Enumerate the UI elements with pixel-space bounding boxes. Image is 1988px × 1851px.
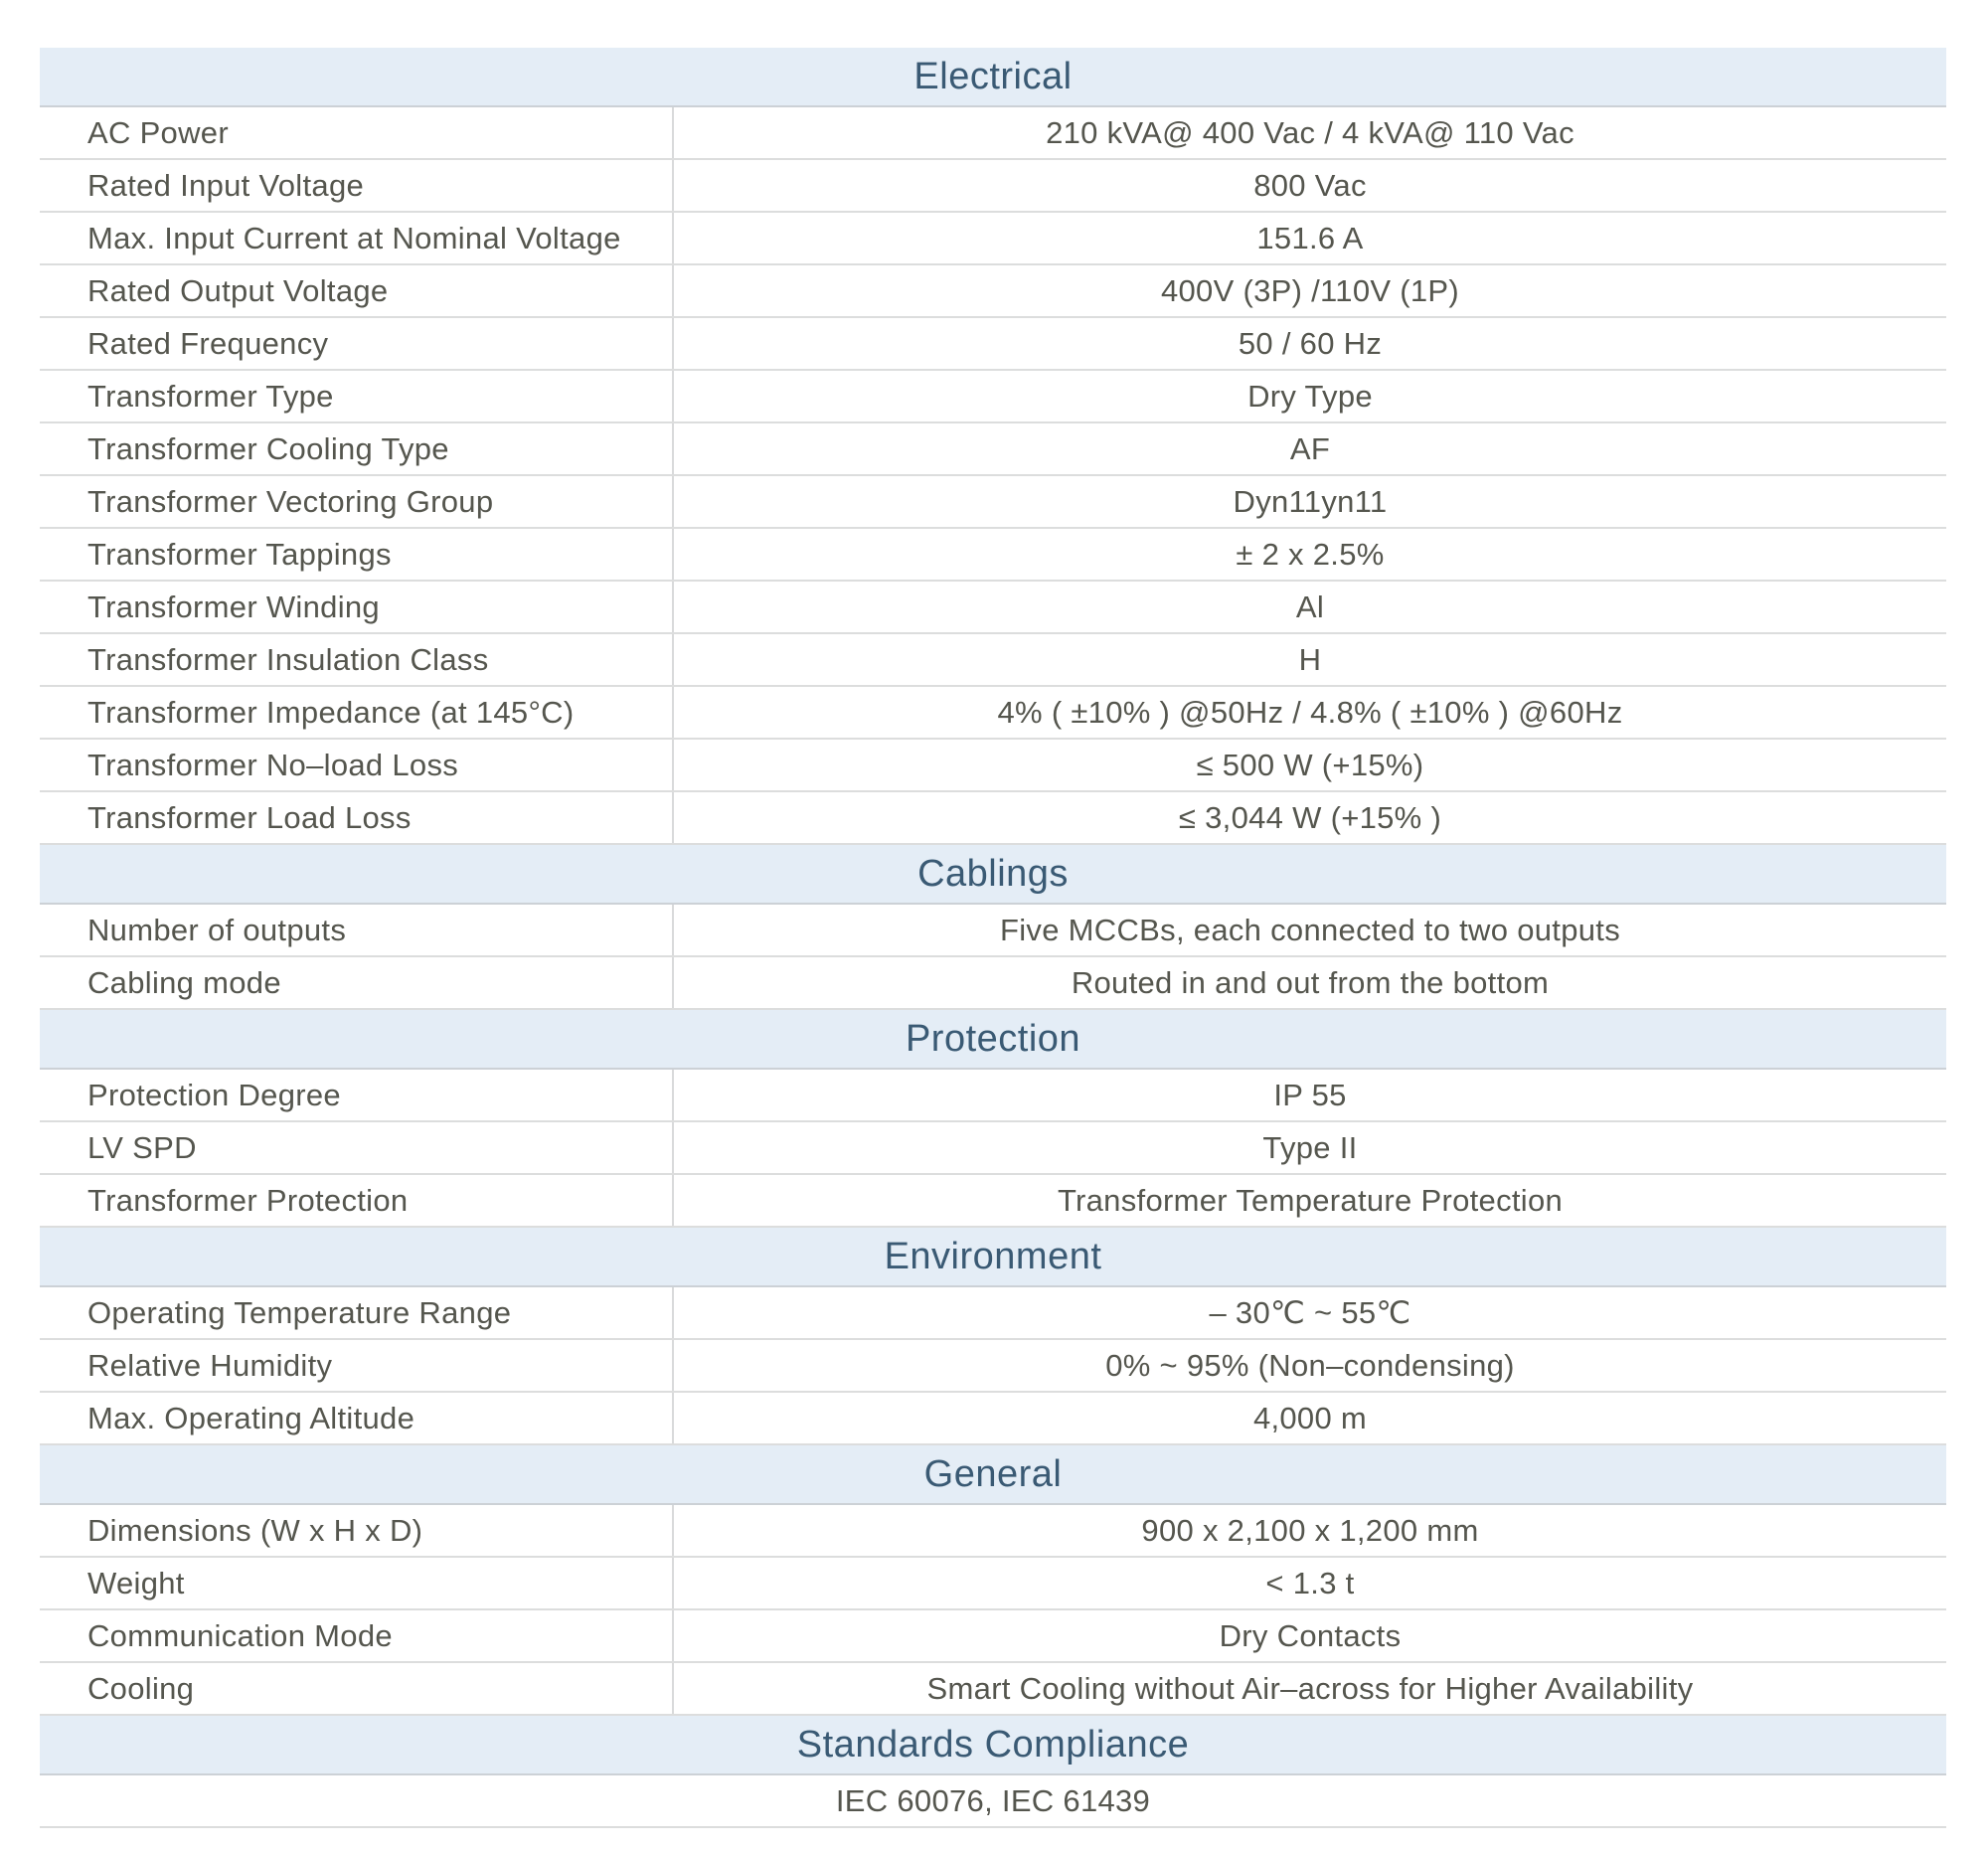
spec-value: 0% ~ 95% (Non–condensing) (1105, 1347, 1515, 1383)
spec-label: Number of outputs (40, 905, 674, 955)
spec-label: Protection Degree (40, 1070, 674, 1120)
section-header-cablings (40, 845, 1946, 905)
spec-row-rated-input-voltage (40, 160, 1946, 213)
spec-row-transformer-load-loss (40, 792, 1946, 845)
spec-value: 50 / 60 Hz (1238, 325, 1383, 361)
spec-value: Smart Cooling without Air–across for Higher Availability (926, 1670, 1694, 1706)
spec-row-transformer-type (40, 371, 1946, 423)
spec-value: Dry Type (1247, 378, 1373, 414)
spec-label: Relative Humidity (40, 1340, 674, 1391)
spec-value: ≤ 500 W (+15%) (1196, 747, 1424, 782)
spec-value: 800 Vac (1253, 167, 1367, 203)
spec-row-cooling (40, 1663, 1946, 1716)
section-header-environment (40, 1228, 1946, 1287)
spec-value: 151.6 A (1256, 220, 1364, 255)
spec-label: Rated Output Voltage (40, 265, 674, 316)
spec-label: AC Power (40, 107, 674, 158)
spec-value: 4% ( ±10% ) @50Hz / 4.8% ( ±10% ) @60Hz (997, 694, 1623, 730)
section-header-standards-compliance (40, 1716, 1946, 1775)
spec-row-max-input-current (40, 213, 1946, 265)
spec-row-cabling-mode (40, 957, 1946, 1010)
spec-value: ± 2 x 2.5% (1236, 536, 1385, 572)
spec-row-transformer-winding (40, 582, 1946, 634)
section-title: Cablings (917, 852, 1069, 895)
spec-label: Transformer Cooling Type (40, 423, 674, 474)
spec-value: Type II (1262, 1129, 1358, 1165)
spec-label: Transformer Load Loss (40, 792, 674, 843)
spec-label: Transformer Type (40, 371, 674, 421)
spec-label: Transformer Impedance (at 145°C) (40, 687, 674, 738)
section-title: Standards Compliance (796, 1723, 1190, 1766)
section-header-protection (40, 1010, 1946, 1070)
spec-label: Transformer Insulation Class (40, 634, 674, 685)
spec-row-rated-frequency (40, 318, 1946, 371)
spec-row-protection-degree (40, 1070, 1946, 1122)
spec-row-lv-spd (40, 1122, 1946, 1175)
spec-label: Cooling (40, 1663, 674, 1714)
spec-row-transformer-protection (40, 1175, 1946, 1228)
spec-label: LV SPD (40, 1122, 674, 1173)
spec-value: 4,000 m (1252, 1400, 1368, 1435)
spec-row-standards (40, 1775, 1946, 1828)
section-header-electrical (40, 48, 1946, 107)
spec-value: Transformer Temperature Protection (1057, 1182, 1564, 1218)
spec-row-relative-humidity (40, 1340, 1946, 1393)
spec-value: AF (1289, 430, 1331, 466)
spec-row-number-of-outputs (40, 905, 1946, 957)
spec-row-transformer-cooling-type (40, 423, 1946, 476)
spec-label: Dimensions (W x H x D) (40, 1505, 674, 1556)
standards-value: IEC 60076, IEC 61439 (835, 1782, 1151, 1818)
spec-label: Rated Frequency (40, 318, 674, 369)
spec-value: < 1.3 t (1265, 1565, 1355, 1600)
spec-label: Communication Mode (40, 1610, 674, 1661)
spec-row-operating-temperature-range (40, 1287, 1946, 1340)
spec-label: Cabling mode (40, 957, 674, 1008)
spec-value: ≤ 3,044 W (+15% ) (1178, 799, 1442, 835)
spec-label: Max. Operating Altitude (40, 1393, 674, 1443)
spec-value: – 30℃ ~ 55℃ (1209, 1294, 1411, 1330)
spec-label: Transformer No–load Loss (40, 740, 674, 790)
spec-value: 400V (3P) /110V (1P) (1160, 272, 1460, 308)
spec-value: Routed in and out from the bottom (1071, 964, 1550, 1000)
spec-row-transformer-vectoring-group (40, 476, 1946, 529)
spec-label: Max. Input Current at Nominal Voltage (40, 213, 674, 263)
spec-value: Five MCCBs, each connected to two outputs (1000, 912, 1620, 947)
spec-label: Transformer Vectoring Group (40, 476, 674, 527)
section-title: Electrical (913, 55, 1073, 97)
spec-value: H (1298, 641, 1322, 677)
spec-value: Dry Contacts (1219, 1617, 1402, 1653)
section-title: Protection (905, 1017, 1081, 1060)
spec-row-weight (40, 1558, 1946, 1610)
spec-value: 210 kVA@ 400 Vac / 4 kVA@ 110 Vac (1046, 114, 1574, 150)
spec-row-rated-output-voltage (40, 265, 1946, 318)
spec-row-transformer-no-load-loss (40, 740, 1946, 792)
spec-label: Rated Input Voltage (40, 160, 674, 211)
section-header-general (40, 1445, 1946, 1505)
spec-row-max-operating-altitude (40, 1393, 1946, 1445)
spec-label: Transformer Protection (40, 1175, 674, 1226)
specification-table (40, 48, 1946, 1828)
spec-row-communication-mode (40, 1610, 1946, 1663)
spec-row-ac-power (40, 107, 1946, 160)
section-title: General (923, 1452, 1063, 1495)
spec-row-dimensions (40, 1505, 1946, 1558)
spec-row-transformer-impedance (40, 687, 1946, 740)
spec-value: 900 x 2,100 x 1,200 mm (1141, 1512, 1479, 1548)
spec-label: Transformer Winding (40, 582, 674, 632)
spec-value: Dyn11yn11 (1233, 483, 1388, 519)
spec-value: Al (1295, 589, 1325, 624)
spec-value: IP 55 (1273, 1077, 1347, 1112)
spec-row-transformer-tappings (40, 529, 1946, 582)
spec-label: Weight (40, 1558, 674, 1608)
spec-row-transformer-insulation-class (40, 634, 1946, 687)
spec-label: Transformer Tappings (40, 529, 674, 580)
section-title: Environment (884, 1235, 1102, 1277)
spec-label: Operating Temperature Range (40, 1287, 674, 1338)
